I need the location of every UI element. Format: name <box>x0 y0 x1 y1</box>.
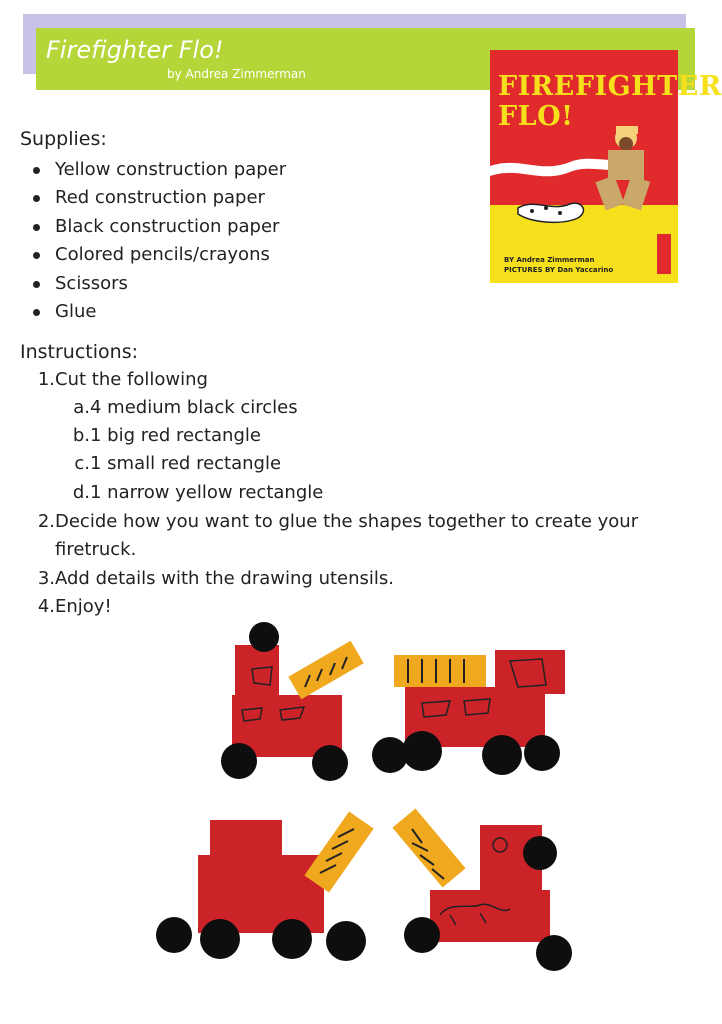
firetruck-craft-3 <box>156 811 374 961</box>
cover-illustration <box>490 118 678 228</box>
firetruck-craft-1 <box>221 622 364 781</box>
instruction-substep: c.1 small red rectangle <box>74 453 282 474</box>
instruction-substep: a.4 medium black circles <box>73 397 298 418</box>
bullet-icon <box>33 195 40 202</box>
cover-title-line2: FLO! <box>498 101 574 132</box>
cover-illustrator: PICTURES BY Dan Yaccarino <box>504 266 614 274</box>
instruction-substep: b.1 big red rectangle <box>72 425 261 446</box>
book-cover <box>490 50 722 283</box>
instruction-step: 1.Cut the following <box>37 369 208 390</box>
supplies-heading: Supplies: <box>20 128 107 150</box>
bullet-icon <box>33 167 40 174</box>
firetruck-craft-4 <box>392 808 572 971</box>
page-author: by Andrea Zimmerman <box>167 67 306 81</box>
supply-item: Scissors <box>24 270 286 298</box>
instruction-step: 2.Decide how you want to glue the shapes together to create your <box>37 511 639 532</box>
supplies-list <box>24 156 286 326</box>
supply-item: Black construction paper <box>24 213 286 241</box>
instruction-step-continued: firetruck. <box>55 539 137 560</box>
instruction-step: 3.Add details with the drawing utensils. <box>37 568 394 589</box>
firetruck-craft-2 <box>372 650 565 775</box>
bullet-icon <box>33 224 40 231</box>
bullet-icon <box>33 281 40 288</box>
cover-author: BY Andrea Zimmerman <box>504 256 595 264</box>
bullet-icon <box>33 252 40 259</box>
instruction-step: 4.Enjoy! <box>37 596 112 617</box>
instructions-heading: Instructions: <box>20 341 138 363</box>
cover-title-line1: FIREFIGHTER <box>498 71 722 102</box>
page-title: Firefighter Flo! <box>46 36 224 64</box>
firetruck-crafts-photo <box>150 615 580 985</box>
bullet-icon <box>33 309 40 316</box>
supply-item: Colored pencils/crayons <box>24 241 286 269</box>
cover-publisher-logo <box>656 233 672 275</box>
supply-item: Glue <box>24 298 286 326</box>
supply-item: Yellow construction paper <box>24 156 286 184</box>
supply-item: Red construction paper <box>24 184 286 212</box>
instruction-substep: d.1 narrow yellow rectangle <box>72 482 324 503</box>
